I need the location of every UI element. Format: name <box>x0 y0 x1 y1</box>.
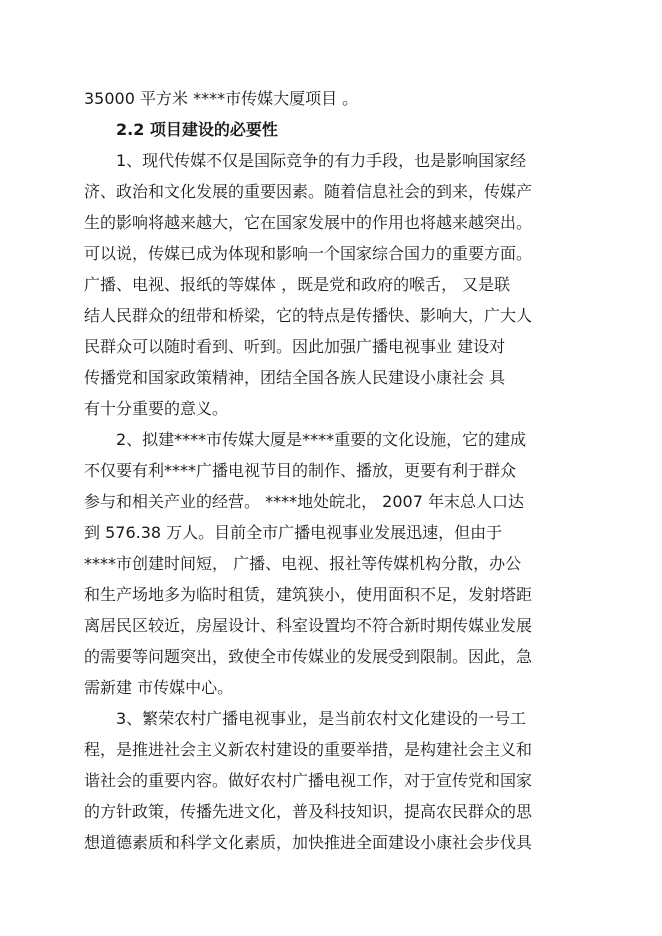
paragraph-2-line-9: 需新建 市传媒中心。 <box>84 678 234 697</box>
paragraph-3-line-1: 3、繁荣农村广播电视事业，是当前农村文化建设的一号工 <box>116 709 527 728</box>
paragraph-3-line-3: 谐社会的重要内容。做好农村广播电视工作，对于宣传党和国家 <box>84 771 533 790</box>
paragraph-3-line-4: 的方针政策，传播先进文化，普及科技知识，提高农民群众的思 <box>84 802 533 821</box>
paragraph-2-line-4: 到 576.38 万人。目前全市广播电视事业发展迅速，但由于 <box>84 523 503 542</box>
paragraph-1-line-8: 传播党和国家政策精神，团结全国各族人民建设小康社会 具 <box>84 368 506 387</box>
paragraph-1-line-6: 结人民群众的纽带和桥梁，它的特点是传播快、影响大，广大人 <box>84 306 533 325</box>
paragraph-1-line-7: 民群众可以随时看到、听到。因此加强广播电视事业 建设对 <box>84 337 506 356</box>
paragraph-3-line-2: 程，是推进社会主义新农村建设的重要举措，是构建社会主义和 <box>84 740 533 759</box>
paragraph-1-line-9: 有十分重要的意义。 <box>84 399 229 418</box>
paragraph-2-line-5: ****市创建时间短， 广播、电视、报社等传媒机构分散，办公 <box>84 554 522 573</box>
paragraph-2-line-1: 2、拟建****市传媒大厦是****重要的文化设施，它的建成 <box>116 430 527 449</box>
section-heading: 2.2 项目建设的必要性 <box>116 120 278 139</box>
paragraph-1-line-3: 生的影响将越来越大，它在国家发展中的作用也将越来越突出。 <box>84 213 533 232</box>
paragraph-3-line-5: 想道德素质和科学文化素质，加快推进全面建设小康社会步伐具 <box>84 833 533 852</box>
paragraph-2-line-6: 和生产场地多为临时租赁，建筑狭小，使用面积不足，发射塔距 <box>84 585 533 604</box>
paragraph-2-line-2: 不仅要有利****广播电视节目的制作、播放，更要有利于群众 <box>84 461 517 480</box>
intro-line: 35000 平方米 ****市传媒大厦项目 。 <box>84 89 359 108</box>
paragraph-1-line-2: 济、政治和文化发展的重要因素。随着信息社会的到来，传媒产 <box>84 182 533 201</box>
paragraph-1-line-4: 可以说，传媒已成为体现和影响一个国家综合国力的重要方面。 <box>84 244 533 263</box>
paragraph-2-line-3: 参与和相关产业的经营。 ****地处皖北， 2007 年末总人口达 <box>84 492 524 511</box>
paragraph-2-line-7: 离居民区较近，房屋设计、科室设置均不符合新时期传媒业发展 <box>84 616 533 635</box>
paragraph-1-line-1: 1、现代传媒不仅是国际竞争的有力手段，也是影响国家经 <box>116 151 527 170</box>
paragraph-1-line-5: 广播、电视、报纸的等媒体 ，既是党和政府的喉舌， 又是联 <box>84 275 511 294</box>
paragraph-2-line-8: 的需要等问题突出，致使全市传媒业的发展受到限制。因此，急 <box>84 647 533 666</box>
